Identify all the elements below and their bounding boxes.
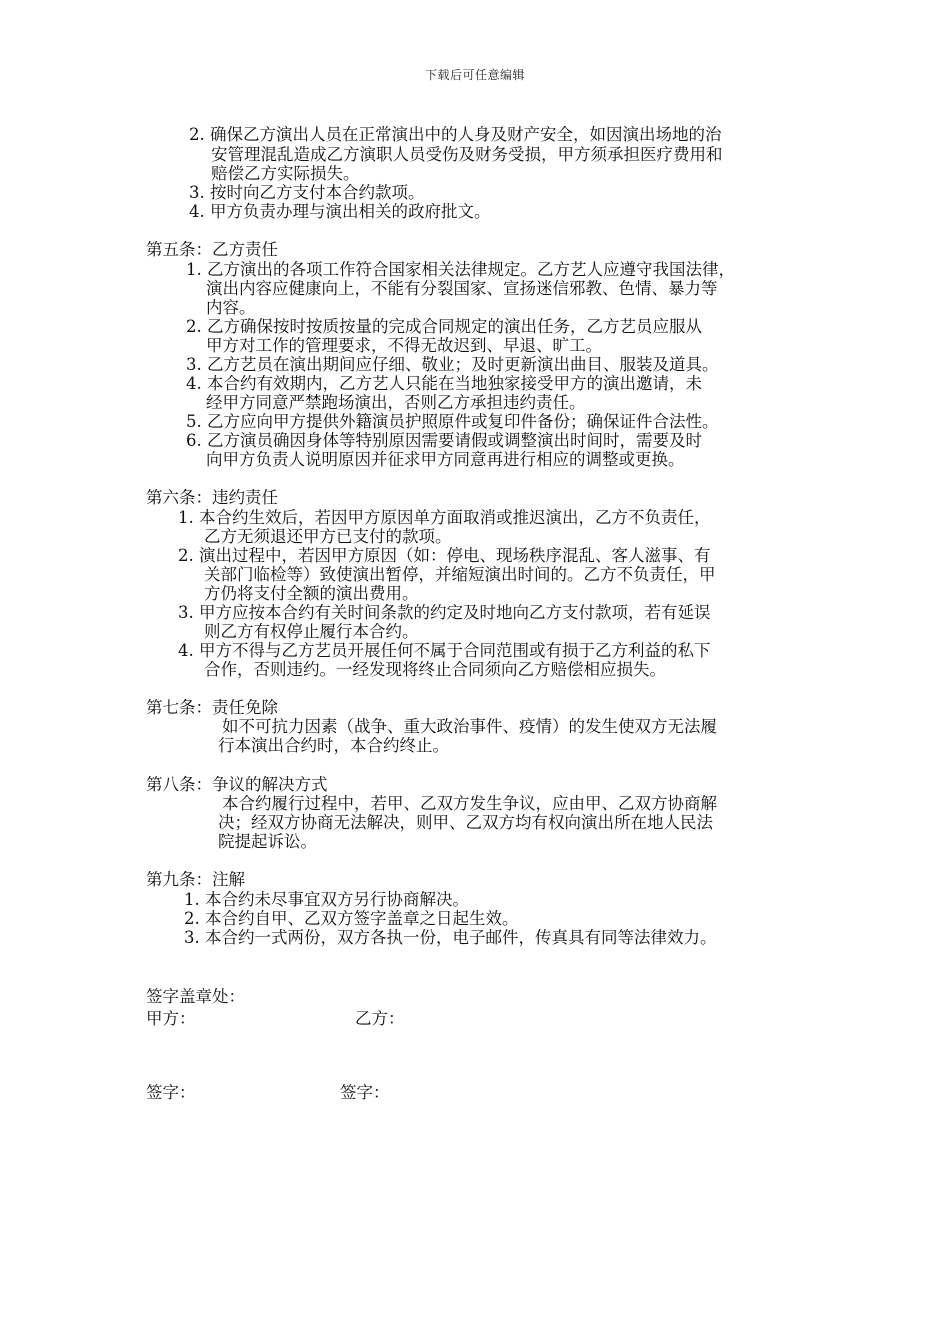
s5-item5: 5. 乙方应向甲方提供外籍演员护照原件或复印件备份；确保证件合法性。 [186, 412, 719, 431]
s5-item3: 3. 乙方艺员在演出期间应仔细、敬业；及时更新演出曲目、服装及道具。 [186, 355, 719, 374]
s6-item2-line2: 关部门临检等）致使演出暂停，并缩短演出时间的。乙方不负责任，甲 [204, 565, 716, 584]
s5-item1-line1: 1. 乙方演出的各项工作符合国家相关法律规定。乙方艺人应遵守我国法律， [186, 260, 735, 279]
sign-a-label: 签字： [146, 1083, 196, 1102]
s8-body-line3: 院提起诉讼。 [218, 832, 317, 851]
s4-item2-line2: 安管理混乱造成乙方演职人员受伤及财务受损，甲方须承担医疗费用和 [211, 145, 723, 164]
section7-title: 第七条：责任免除 [146, 698, 278, 717]
s5-item2-line2: 甲方对工作的管理要求，不得无故迟到、早退、旷工。 [206, 336, 602, 355]
party-a-label: 甲方： [146, 1009, 196, 1028]
s7-body-line2: 行本演出合约时，本合约终止。 [218, 736, 449, 755]
page-header-note: 下载后可任意编辑 [424, 68, 525, 82]
sign-b-label: 签字： [340, 1083, 390, 1102]
s6-item4-line1: 4. 甲方不得与乙方艺员开展任何不属于合同范围或有损于乙方利益的私下 [178, 641, 711, 660]
s9-item3: 3. 本合约一式两份，双方各执一份，电子邮件，传真具有同等法律效力。 [184, 928, 717, 947]
s5-item1-line2: 演出内容应健康向上，不能有分裂国家、宣扬迷信邪教、色情、暴力等 [206, 279, 718, 298]
s4-item2-line3: 赔偿乙方实际损失。 [211, 164, 360, 183]
section9-title: 第九条：注解 [146, 870, 245, 889]
s5-item4-line2: 经甲方同意严禁跑场演出，否则乙方承担违约责任。 [206, 393, 586, 412]
s5-item6-line2: 向甲方负责人说明原因并征求甲方同意再进行相应的调整或更换。 [206, 450, 685, 469]
s6-item1-line2: 乙方无须退还甲方已支付的款项。 [204, 527, 452, 546]
s5-item2-line1: 2. 乙方确保按时按质按量的完成合同规定的演出任务，乙方艺员应服从 [186, 317, 702, 336]
s5-item1-line3: 内容。 [206, 298, 256, 317]
s7-body-line1: 如不可抗力因素（战争、重大政治事件、疫情）的发生使双方无法履 [222, 717, 717, 736]
s8-body-line1: 本合约履行过程中，若甲、乙双方发生争议，应由甲、乙双方协商解 [222, 794, 717, 813]
party-b-label: 乙方： [355, 1009, 405, 1028]
s4-item3: 3. 按时向乙方支付本合约款项。 [189, 183, 425, 202]
s6-item4-line2: 合作，否则违约。一经发现将终止合同须向乙方赔偿相应损失。 [204, 660, 666, 679]
section5-title: 第五条：乙方责任 [146, 240, 278, 259]
s6-item2-line3: 方仍将支付全额的演出费用。 [204, 584, 419, 603]
s6-item3-line1: 3. 甲方应按本合约有关时间条款的约定及时地向乙方支付款项，若有延误 [178, 603, 711, 622]
s5-item4-line1: 4. 本合约有效期内，乙方艺人只能在当地独家接受甲方的演出邀请，未 [186, 374, 702, 393]
s5-item6-line1: 6. 乙方演员确因身体等特别原因需要请假或调整演出时间时，需要及时 [186, 431, 702, 450]
signature-title: 签字盖章处： [146, 987, 245, 1006]
section8-title: 第八条：争议的解决方式 [146, 775, 328, 794]
s9-item1: 1. 本合约未尽事宜双方另行协商解决。 [184, 890, 469, 909]
section6-title: 第六条：违约责任 [146, 488, 278, 507]
s6-item1-line1: 1. 本合约生效后，若因甲方原因单方面取消或推迟演出，乙方不负责任， [178, 508, 711, 527]
s6-item2-line1: 2. 演出过程中，若因甲方原因（如：停电、现场秩序混乱、客人滋事、有 [178, 546, 711, 565]
s9-item2: 2. 本合约自甲、乙双方签字盖章之日起生效。 [184, 909, 519, 928]
s4-item2-line1: 2. 确保乙方演出人员在正常演出中的人身及财产安全，如因演出场地的治 [189, 125, 722, 144]
s4-item4: 4. 甲方负责办理与演出相关的政府批文。 [189, 202, 491, 221]
s6-item3-line2: 则乙方有权停止履行本合约。 [204, 622, 419, 641]
s8-body-line2: 决；经双方协商无法解决，则甲、乙双方均有权向演出所在地人民法 [218, 813, 713, 832]
